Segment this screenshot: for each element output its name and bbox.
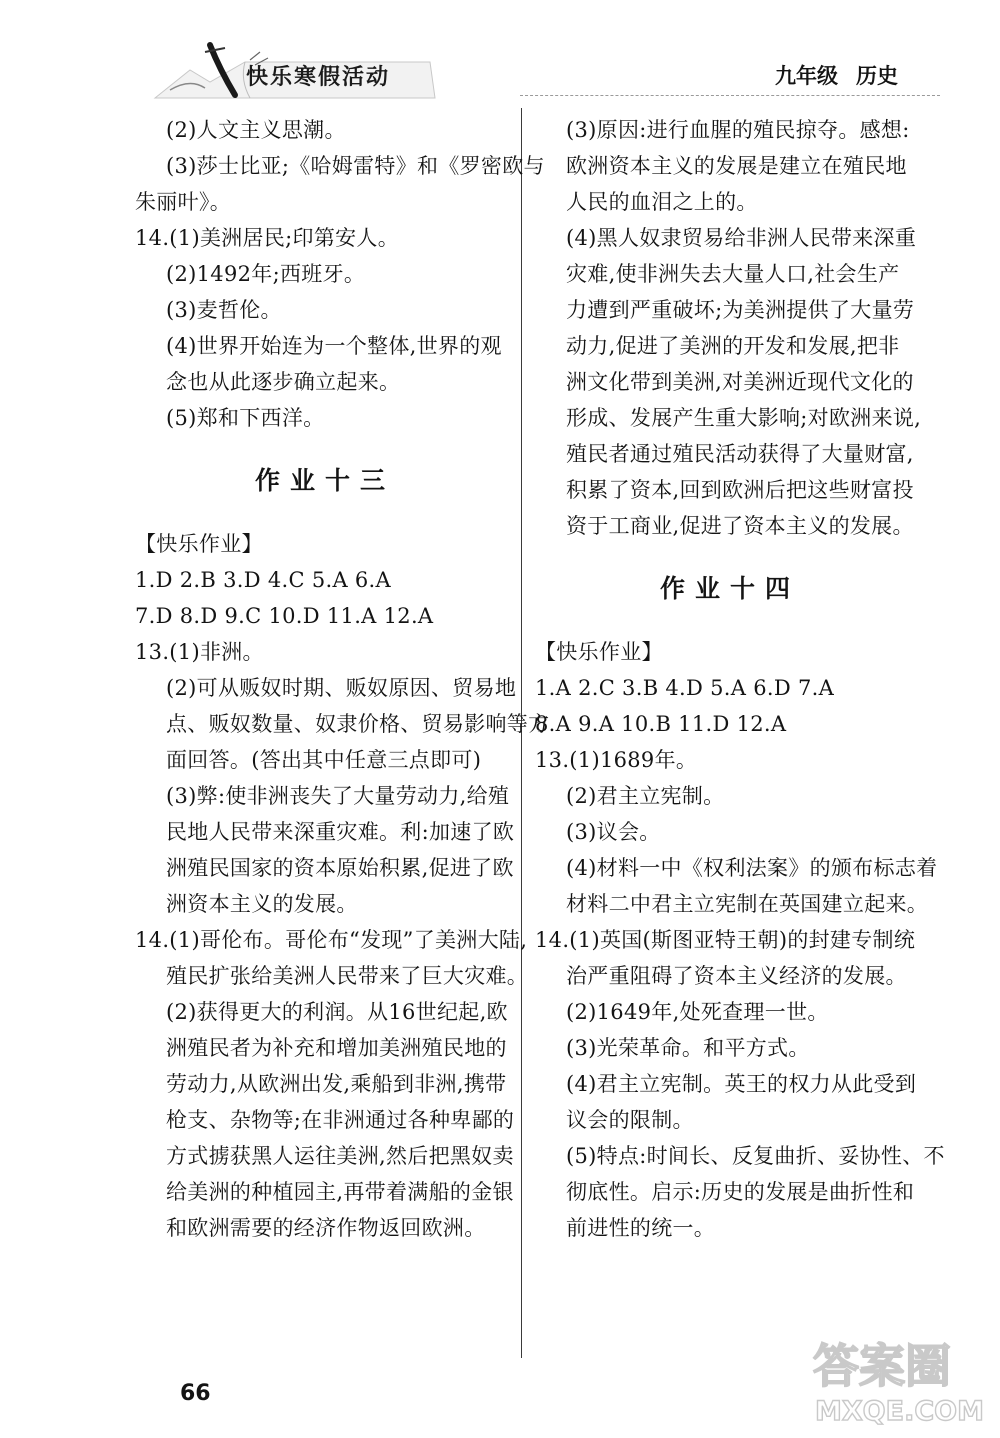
answer-line: 劳动力,从欧洲出发,乘船到非洲,携带 [166, 1072, 507, 1096]
answer-line: 前进性的统一。 [566, 1216, 716, 1240]
answer-line: (5)特点:时间长、反复曲折、妥协性、不 [566, 1144, 945, 1168]
answer-line: 【快乐作业】 [535, 640, 663, 664]
answer-line: 14.(1)美洲居民;印第安人。 [135, 226, 400, 250]
section-title: 作业十四 [659, 574, 800, 603]
grade-label: 九年级 [775, 63, 838, 88]
watermark-logo [805, 1330, 990, 1430]
answer-line: (3)莎士比亚;《哈姆雷特》和《罗密欧与 [166, 154, 545, 178]
answer-line: 洲文化带到美洲,对美洲近现代文化的 [566, 370, 914, 394]
answer-line: 殖民者通过殖民活动获得了大量财富, [566, 442, 914, 466]
answer-line: 给美洲的种植园主,再带着满船的金银 [166, 1180, 514, 1204]
answer-line: 动力,促进了美洲的开发和发展,把非 [566, 334, 900, 358]
answer-line: 资于工商业,促进了资本主义的发展。 [566, 514, 914, 538]
answer-line: 8.A 9.A 10.B 11.D 12.A [535, 712, 787, 736]
answer-line: 7.D 8.D 9.C 10.D 11.A 12.A [135, 604, 434, 628]
answer-line: 【快乐作业】 [135, 532, 263, 556]
answer-line: 议会的限制。 [566, 1108, 694, 1132]
answer-line: (4)材料一中《权利法案》的颁布标志着 [566, 856, 938, 880]
answer-line: (3)光荣革命。和平方式。 [566, 1036, 810, 1060]
answer-line: (3)原因:进行血腥的殖民掠夺。感想: [566, 118, 910, 142]
left-column [135, 112, 550, 1246]
subject-label: 历史 [856, 63, 898, 88]
answer-line: 积累了资本,回到欧洲后把这些财富投 [566, 478, 914, 502]
page-number: 66 [180, 1381, 211, 1406]
header-rule [520, 95, 940, 96]
watermark-bottom: MXQE.COM [815, 1396, 984, 1427]
page-header [0, 0, 1000, 110]
answer-line: (4)黑人奴隶贸易给非洲人民带来深重 [566, 226, 917, 250]
answer-line: 14.(1)哥伦布。哥伦布“发现”了美洲大陆, [135, 928, 528, 952]
banner-title: 快乐寒假活动 [246, 65, 391, 90]
answer-line: (3)麦哲伦。 [166, 298, 282, 322]
answer-line: 洲殖民国家的资本原始积累,促进了欧 [166, 856, 514, 880]
answer-line: 和欧洲需要的经济作物返回欧洲。 [166, 1216, 486, 1240]
answer-line: (2)获得更大的利润。从16世纪起,欧 [166, 1000, 508, 1024]
answer-line: 彻底性。启示:历史的发展是曲折性和 [566, 1180, 915, 1204]
section-title: 作业十三 [254, 466, 395, 495]
answer-line: 民地人民带来深重灾难。利:加速了欧 [166, 820, 515, 844]
answer-line: 13.(1)1689年。 [535, 748, 698, 772]
answer-line: 方式掳获黑人运往美洲,然后把黑奴卖 [166, 1144, 514, 1168]
answer-line: (2)1492年;西班牙。 [166, 262, 366, 286]
answer-line: (2)1649年,处死查理一世。 [566, 1000, 829, 1024]
answer-line: (3)弊:使非洲丧失了大量劳动力,给殖 [166, 784, 510, 808]
answer-line: 殖民扩张给美洲人民带来了巨大灾难。 [166, 964, 529, 988]
answer-line: 1.A 2.C 3.B 4.D 5.A 6.D 7.A [535, 676, 835, 700]
answer-line: (2)可从贩奴时期、贩奴原因、贸易地 [166, 676, 517, 700]
answer-line: 点、贩奴数量、奴隶价格、贸易影响等方 [166, 712, 550, 736]
answer-line: 朱丽叶》。 [135, 190, 231, 214]
answer-line: 念也从此逐步确立起来。 [166, 370, 401, 394]
answer-line: 洲殖民者为补充和增加美洲殖民地的 [166, 1036, 507, 1060]
answer-line: 形成、发展产生重大影响;对欧洲来说, [566, 406, 922, 430]
answer-line: 力遭到严重破坏;为美洲提供了大量劳 [566, 298, 915, 322]
answer-line: 人民的血泪之上的。 [566, 190, 758, 214]
answer-line: 欧洲资本主义的发展是建立在殖民地 [566, 154, 907, 178]
answer-line: 洲资本主义的发展。 [166, 892, 358, 916]
answer-line: (5)郑和下西洋。 [166, 406, 325, 430]
answer-line: (2)人文主义思潮。 [166, 118, 346, 142]
answer-line: 13.(1)非洲。 [135, 640, 264, 664]
watermark-top: 答案圈 [813, 1339, 951, 1393]
answer-line: 材料二中君主立宪制在英国建立起来。 [566, 892, 929, 916]
answer-line: 14.(1)英国(斯图亚特王朝)的封建专制统 [535, 928, 916, 952]
answer-line: (3)议会。 [566, 820, 661, 844]
answer-line: 灾难,使非洲失去大量人口,社会生产 [566, 262, 900, 286]
answer-line: (2)君主立宪制。 [566, 784, 725, 808]
answer-line: 治严重阻碍了资本主义经济的发展。 [566, 964, 907, 988]
answer-line: 面回答。(答出其中任意三点即可) [166, 748, 482, 772]
answer-line: 枪支、杂物等;在非洲通过各种卑鄙的 [166, 1108, 515, 1132]
answer-line: 1.D 2.B 3.D 4.C 5.A 6.A [135, 568, 391, 592]
grade-subject [775, 60, 916, 90]
right-column [535, 112, 945, 1246]
answer-line: (4)君主立宪制。英王的权力从此受到 [566, 1072, 917, 1096]
answer-line: (4)世界开始连为一个整体,世界的观 [166, 334, 502, 358]
